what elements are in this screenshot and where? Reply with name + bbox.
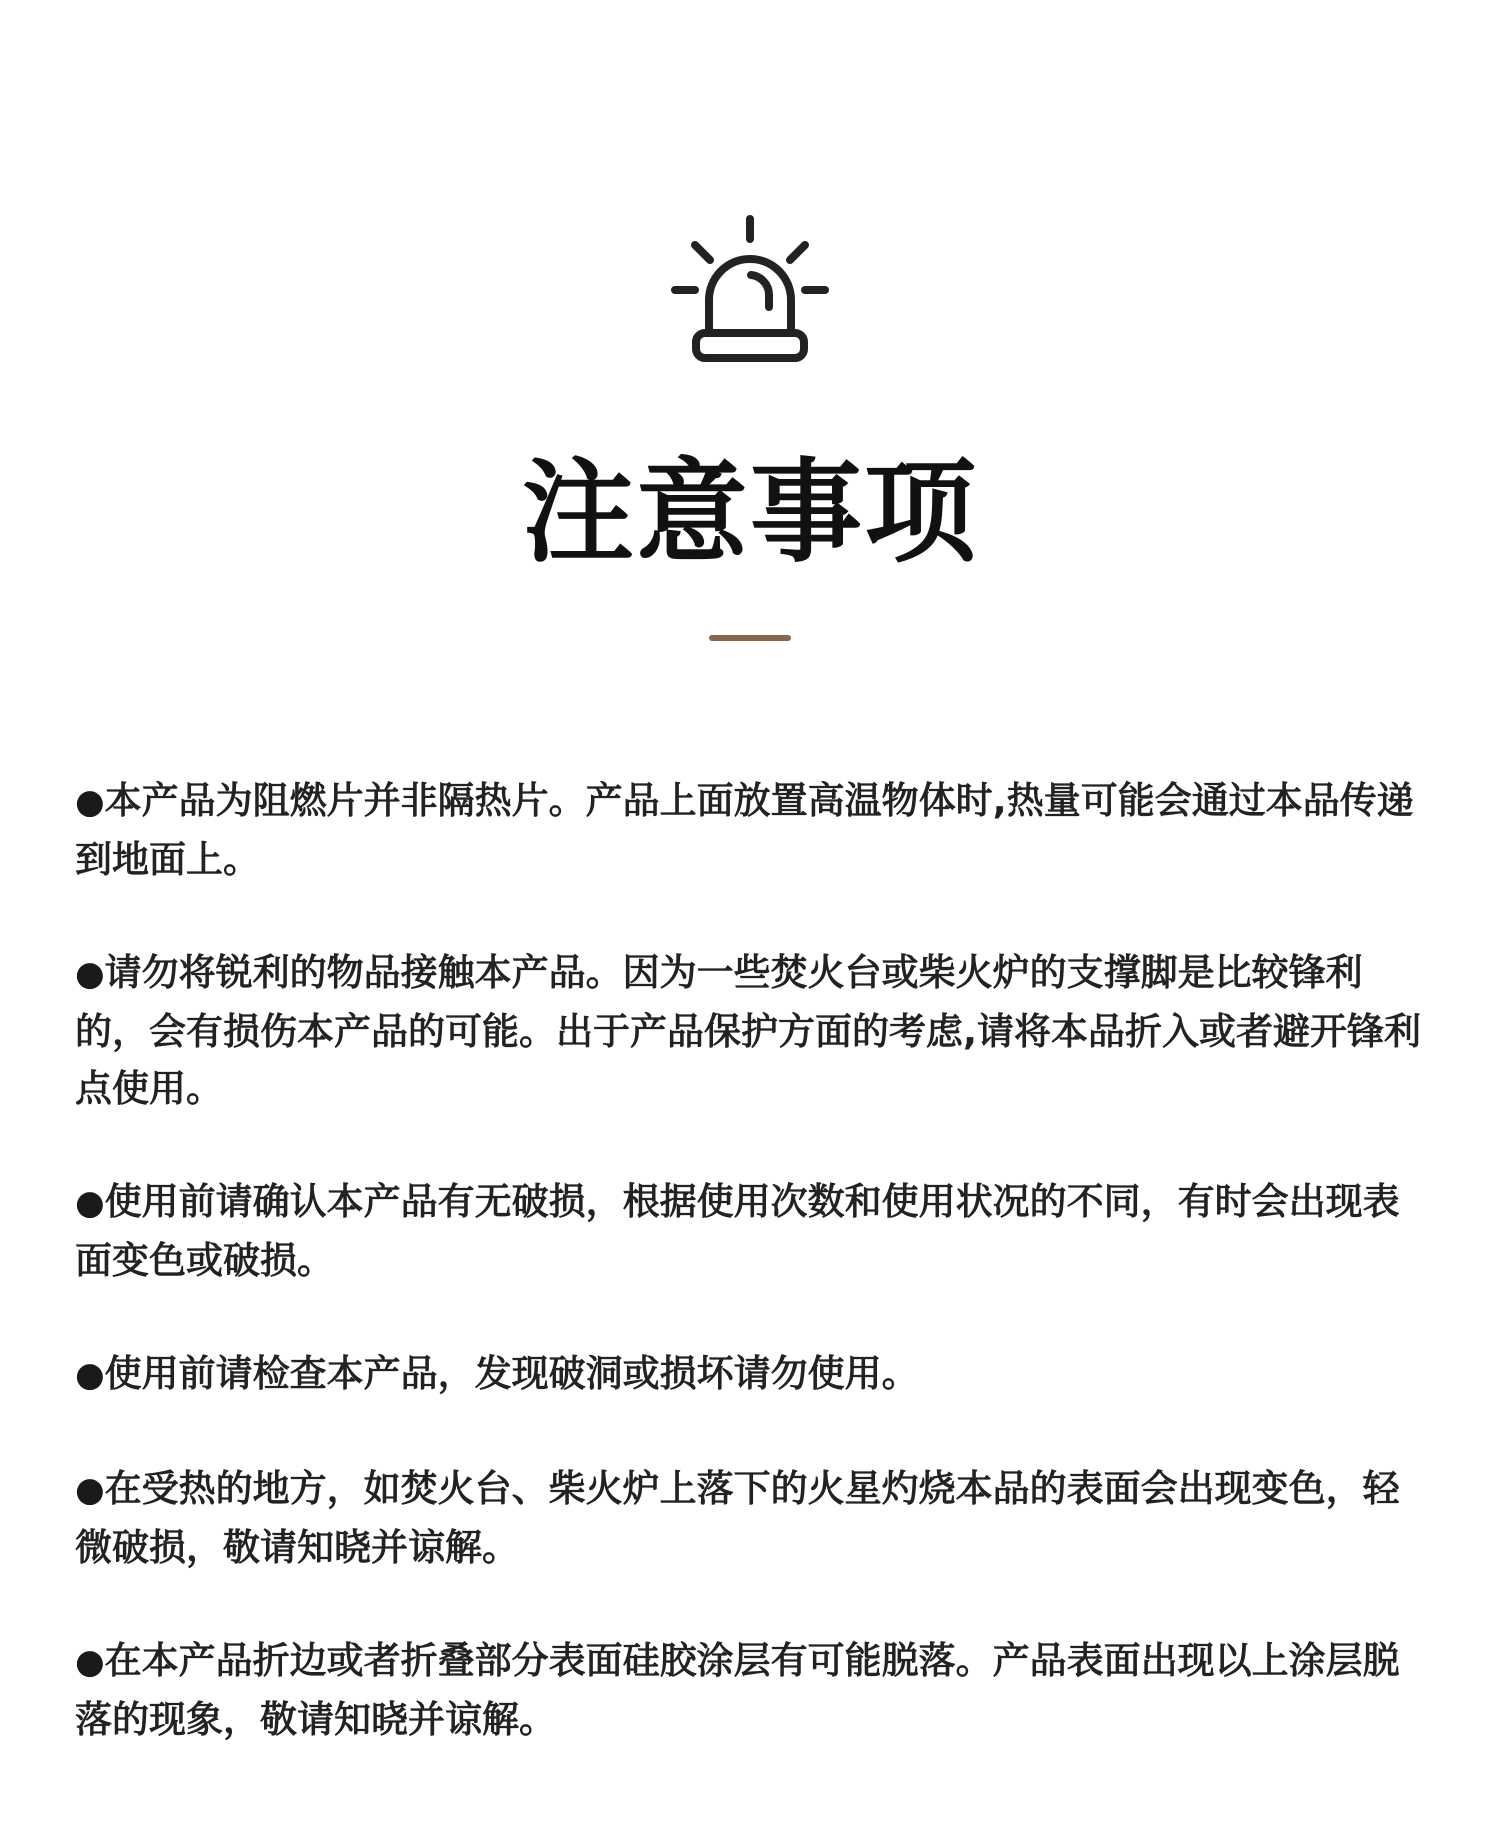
notice-text: 在本产品折边或者折叠部分表面硅胶涂层有可能脱落。产品表面出现以上涂层脱落的现象，敬请知晓并谅解。 — [75, 1639, 1400, 1741]
notice-list — [75, 772, 1435, 1748]
page-title: 注意事项 — [522, 448, 978, 578]
list-item — [75, 1632, 1435, 1748]
list-item — [75, 1345, 1435, 1404]
list-item — [75, 1460, 1435, 1576]
bullet-icon: ● — [75, 782, 105, 822]
bullet-icon: ● — [75, 1642, 105, 1682]
bullet-icon: ● — [75, 1355, 105, 1395]
notice-text: 使用前请确认本产品有无破损，根据使用次数和使用状况的不同，有时会出现表面变色或破损。 — [75, 1180, 1400, 1282]
notice-text: 使用前请检查本产品，发现破洞或损坏请勿使用。 — [104, 1352, 919, 1395]
bullet-icon: ● — [75, 1183, 105, 1223]
list-item — [75, 1173, 1435, 1289]
title-divider — [709, 635, 791, 641]
list-item — [75, 772, 1435, 888]
list-item — [75, 944, 1435, 1117]
bullet-icon: ● — [75, 1470, 105, 1510]
bullet-icon: ● — [75, 954, 105, 994]
notice-text: 在受热的地方，如焚火台、柴火炉上落下的火星灼烧本品的表面会出现变色，轻微破损，敬请知晓并谅解。 — [75, 1467, 1400, 1569]
alarm-light-icon — [665, 205, 835, 375]
notice-text: 本产品为阻燃片并非隔热片。产品上面放置高温物体时,热量可能会通过本品传递到地面上。 — [75, 779, 1414, 881]
notice-text: 请勿将锐利的物品接触本产品。因为一些焚火台或柴火炉的支撑脚是比较锋利的，会有损伤本产品的可能。出于产品保护方面的考虑,请将本品折入或者避开锋利点使用。 — [75, 951, 1422, 1110]
